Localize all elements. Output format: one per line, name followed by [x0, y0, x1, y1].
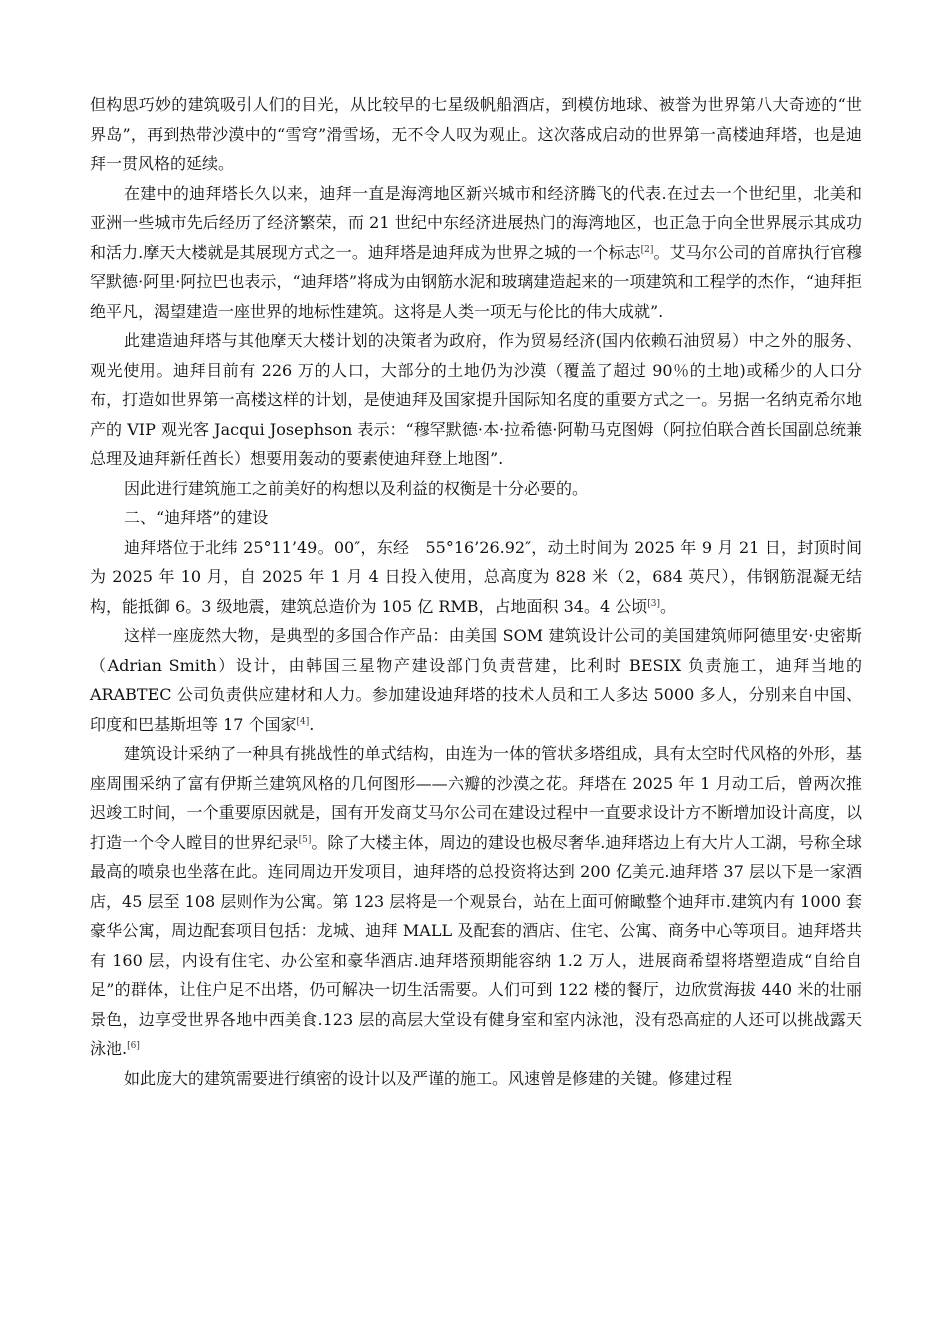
paragraph-4	[90, 474, 862, 504]
paragraph-text: 在建中的迪拜塔长久以来，迪拜一直是海湾地区新兴城市和经济腾飞的代表.在过去一个世纪里，北美和亚洲一些城市先后经历了经济繁荣，而 21 世纪中东经济进展热门的海湾地区，也正急于向全世界展示其成功和活力.摩天大楼就是其展现方式之一。迪拜塔是迪拜成为世界之城的一个标志	[90, 183, 862, 262]
paragraph-5	[90, 533, 862, 622]
paragraph-7	[90, 739, 862, 1064]
paragraph-text: 此建造迪拜塔与其他摩天大楼计划的决策者为政府，作为贸易经济(国内依赖石油贸易）中之外的服务、观光使用。迪拜目前有 226 万的人口，大部分的土地仍为沙漠（覆盖了超过 90％的土地)或稀少的人口分布，打造如世界第一高楼这样的计划，是使迪拜及国家提升国际知名度的重要方式之一。另据一名纳克希尔地产的 VIP 观光客 Jacqui Josephson 表示：“穆罕默德·本·拉希德·阿勒马克图姆（阿拉伯联合酋长国副总统兼总理及迪拜新任酋长）想要用轰动的要素使迪拜登上地图”.	[90, 331, 862, 468]
paragraph-text: 。艾马尔公司的首席执行官穆罕默德·阿里·阿拉巴也表示，“迪拜塔”将成为由钢筋水泥和玻璃建造起来的一项建筑和工程学的杰作，“迪拜拒绝平凡，渴望建造一座世界的地标性建筑。这将是人类一项无与伦比的伟大成就”.	[90, 242, 862, 321]
citation-ref-4: [4]	[296, 716, 310, 727]
paragraph-1	[90, 90, 862, 179]
citation-ref-3: [3]	[647, 598, 660, 609]
paragraph-text: 如此庞大的建筑需要进行缜密的设计以及严谨的施工。风速曾是修建的关键。修建过程	[124, 1068, 733, 1088]
paragraph-8	[90, 1064, 862, 1094]
paragraph-text: 建筑设计采纳了一种具有挑战性的单式结构，由连为一体的管状多塔组成，具有太空时代风格的外形，基座周围采纳了富有伊斯兰建筑风格的几何图形——六瓣的沙漠之花。拜塔在 2025 年 1 月动工后，曾两次推迟竣工时间，一个重要原因就是，国有开发商艾马尔公司在建设过程中一直要求设计方不断增加设计高度，以打造一个令人瞠目的世界纪录	[90, 744, 862, 852]
paragraph-text: 迪拜塔位于北纬 25°11’49。00″，东经 55°16’26.92″，动土时间为 2025 年 9 月 21 日，封顶时间为 2025 年 10 月，自 2025 年 1 月 4 日投入使用，总高度为 828 米（2，684 英尺），伟钢筋混凝无结构，能抵御 6。3 级地震，建筑总造价为 105 亿 RMB，占地面积 34。4 公顷	[90, 537, 862, 616]
citation-ref-2: [2]	[640, 244, 654, 255]
document-page	[90, 90, 862, 1093]
section-heading	[90, 503, 862, 533]
paragraph-6	[90, 621, 862, 739]
section-heading-text: 二、“迪拜塔”的建设	[124, 508, 269, 527]
paragraph-text: 。除了大楼主体，周边的建设也极尽奢华.迪拜塔边上有大片人工湖，号称全球最高的喷泉也坐落在此。连同周边开发项目，迪拜塔的总投资将达到 200 亿美元.迪拜塔 37 层以下是一家酒店，45 层至 108 层则作为公寓。第 123 层将是一个观景台，站在上面可俯瞰整个迪拜市.建筑内有 1000 套豪华公寓，周边配套项目包括：龙城、迪拜 MALL 及配套的酒店、住宅、公寓、商务中心等项目。迪拜塔共有 160 层，内设有住宅、办公室和豪华酒店.迪拜塔预期能容纳 1.2 万人，进展商希望将塔塑造成“自给自足”的群体，让住户足不出塔，仍可解决一切生活需要。人们可到 122 楼的餐厅，边欣赏海拔 440 米的壮丽景色，边享受世界各地中西美食.123 层的高层大堂设有健身室和室内泳池，没有恐高症的人还可以挑战露天泳池.	[90, 832, 862, 1058]
paragraph-text: .	[309, 714, 315, 734]
paragraph-3	[90, 326, 862, 474]
paragraph-text: 因此进行建筑施工之前美好的构想以及利益的权衡是十分必要的。	[124, 478, 589, 498]
paragraph-text: 但构思巧妙的建筑吸引人们的目光，从比较早的七星级帆船酒店，到模仿地球、被誉为世界第八大奇迹的“世界岛”，再到热带沙漠中的“雪穹”滑雪场，无不令人叹为观止。这次落成启动的世界第一高楼迪拜塔，也是迪拜一贯风格的延续。	[90, 95, 862, 173]
citation-ref-5: [5]	[298, 834, 312, 845]
citation-ref-6: [6]	[127, 1041, 140, 1051]
paragraph-2	[90, 179, 862, 327]
paragraph-text: 。	[659, 596, 676, 616]
paragraph-text: 这样一座庞然大物，是典型的多国合作产品：由美国 SOM 建筑设计公司的美国建筑师阿德里安·史密斯（Adrian Smith）设计，由韩国三星物产建设部门负责营建，比利时 BESIX 负责施工，迪拜当地的 ARABTEC 公司负责供应建材和人力。参加建设迪拜塔的技术人员和工人多达 5000 多人，分别来自中国、印度和巴基斯坦等 17 个国家	[90, 626, 862, 734]
